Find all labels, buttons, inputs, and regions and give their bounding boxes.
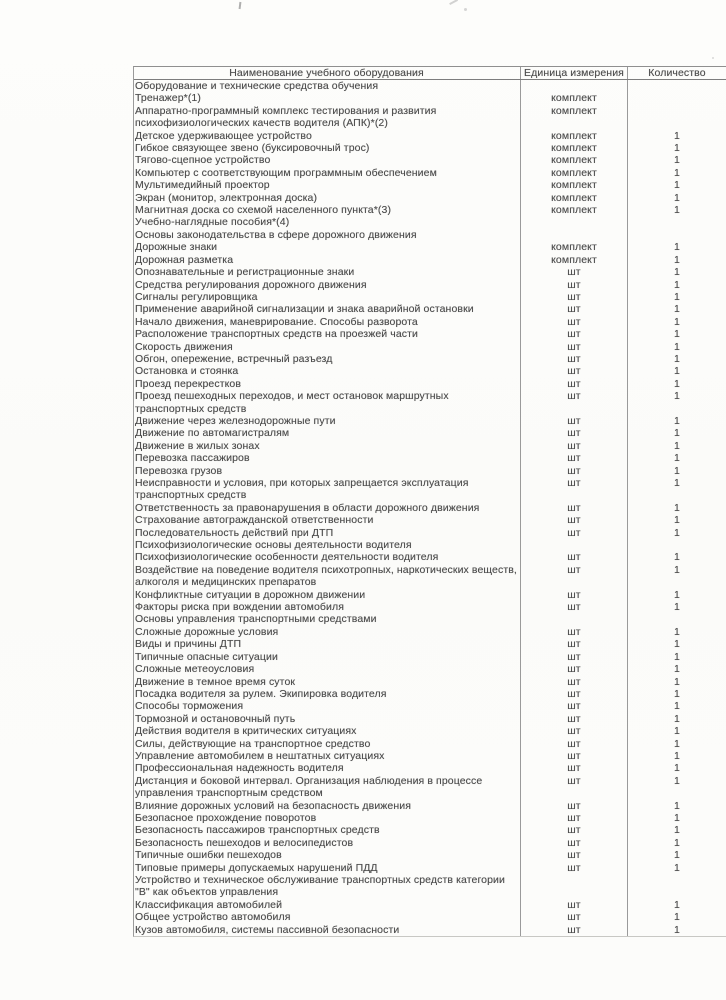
cell-name: Сигналы регулировщика	[134, 291, 521, 303]
cell-qty: 1	[674, 663, 680, 676]
cell-unit: шт	[521, 353, 628, 365]
table-row	[134, 316, 726, 328]
table-row	[134, 241, 726, 253]
cell-qty: 1	[674, 166, 680, 179]
cell-name: Дорожные знаки	[134, 241, 521, 253]
cell-unit: шт	[521, 316, 628, 328]
cell-name: Неисправности и условия, при которых запрещается эксплуатация транспортных средств	[134, 477, 521, 502]
cell-unit: шт	[521, 899, 628, 911]
table-row	[134, 750, 726, 762]
cell-qty: 1	[674, 377, 680, 390]
cell-name: Магнитная доска со схемой населенного пункта*(3)	[134, 204, 521, 216]
cell-name: Основы законодательства в сфере дорожного движения	[134, 229, 521, 241]
cell-unit: шт	[521, 924, 628, 936]
header-qty: Количество	[648, 67, 706, 79]
scan-artifact	[449, 0, 458, 5]
cell-qty: 1	[674, 923, 680, 936]
cell-name: Движение в темное время суток	[134, 676, 521, 688]
cell-qty: 1	[674, 836, 680, 849]
cell-qty: 1	[674, 328, 680, 341]
cell-name: Детское удерживающее устройство	[134, 130, 521, 142]
cell-name: Классификация автомобилей	[134, 899, 521, 911]
cell-qty	[628, 92, 726, 104]
cell-unit: шт	[521, 837, 628, 849]
cell-qty: 1	[674, 514, 680, 527]
table-row	[134, 924, 726, 936]
cell-qty: 1	[674, 650, 680, 663]
cell-name: Факторы риска при вождении автомобиля	[134, 601, 521, 613]
cell-qty	[628, 80, 726, 92]
cell-name: Расположение транспортных средств на проезжей части	[134, 328, 521, 340]
cell-name: Остановка и стоянка	[134, 365, 521, 377]
cell-qty: 1	[674, 749, 680, 762]
cell-name: Тягово-сцепное устройство	[134, 154, 521, 166]
table-row	[134, 440, 726, 452]
cell-qty: 1	[674, 638, 680, 651]
cell-name: Применение аварийной сигнализации и знака аварийной остановки	[134, 303, 521, 315]
cell-name: Компьютер с соответствующим программным обеспечением	[134, 167, 521, 179]
table-row	[134, 303, 726, 315]
cell-name: Гибкое связующее звено (буксировочный трос)	[134, 142, 521, 154]
table-row	[134, 651, 726, 663]
cell-qty: 1	[674, 625, 680, 638]
cell-name: Общее устройство автомобиля	[134, 911, 521, 923]
cell-unit: комплект	[521, 179, 628, 191]
cell-name: Ответственность за правонарушения в области дорожного движения	[134, 502, 521, 514]
table-row	[134, 465, 726, 477]
table-row	[134, 527, 726, 539]
table-row	[134, 291, 726, 303]
cell-unit	[521, 216, 628, 228]
table-row	[134, 849, 726, 861]
table-row	[134, 613, 726, 625]
cell-qty	[628, 539, 726, 551]
cell-unit	[521, 874, 628, 899]
cell-qty	[628, 105, 726, 130]
cell-qty: 1	[674, 849, 680, 862]
cell-unit: комплект	[521, 154, 628, 166]
cell-unit: комплект	[521, 192, 628, 204]
cell-unit: шт	[521, 502, 628, 514]
cell-unit: шт	[521, 291, 628, 303]
cell-unit: шт	[521, 849, 628, 861]
cell-unit: шт	[521, 527, 628, 539]
table-row	[134, 862, 726, 874]
cell-name: Последовательность действий при ДТП	[134, 527, 521, 539]
cell-qty: 1	[674, 898, 680, 911]
cell-unit	[521, 539, 628, 551]
table-row	[134, 254, 726, 266]
table-row	[134, 266, 726, 278]
table-row	[134, 911, 726, 923]
cell-unit: комплект	[521, 92, 628, 104]
table-row	[134, 477, 726, 502]
cell-qty: 1	[674, 477, 680, 489]
cell-qty: 1	[674, 154, 680, 167]
header-unit: Единица измерения	[521, 67, 628, 79]
cell-unit: шт	[521, 775, 628, 800]
table-row	[134, 452, 726, 464]
cell-qty: 1	[674, 241, 680, 254]
cell-name: Способы торможения	[134, 700, 521, 712]
cell-name: Управление автомобилем в нештатных ситуациях	[134, 750, 521, 762]
scan-artifact	[464, 8, 467, 11]
cell-name: Влияние дорожных условий на безопасность движения	[134, 800, 521, 812]
table-row	[134, 216, 726, 228]
cell-qty: 1	[674, 365, 680, 378]
cell-unit: шт	[521, 638, 628, 650]
table-row	[134, 328, 726, 340]
cell-name: Дистанция и боковой интервал. Организация наблюдения в процессе управления транспортным средством	[134, 775, 521, 800]
cell-name: Движение через железнодорожные пути	[134, 415, 521, 427]
cell-qty: 1	[674, 799, 680, 812]
cell-name: Перевозка грузов	[134, 465, 521, 477]
table-row	[134, 341, 726, 353]
cell-unit: комплект	[521, 105, 628, 130]
cell-qty: 1	[674, 501, 680, 514]
table-row	[134, 427, 726, 439]
cell-name: Устройство и техническое обслуживание транспортных средств категории "В" как объектов управления	[134, 874, 521, 899]
cell-unit: шт	[521, 725, 628, 737]
cell-unit	[521, 613, 628, 625]
cell-qty: 1	[674, 191, 680, 204]
cell-name: Перевозка пассажиров	[134, 452, 521, 464]
cell-name: Скорость движения	[134, 341, 521, 353]
table-row	[134, 415, 726, 427]
header-name: Наименование учебного оборудования	[134, 67, 521, 79]
table-row	[134, 800, 726, 812]
cell-qty	[628, 874, 726, 899]
cell-unit: шт	[521, 378, 628, 390]
cell-unit: шт	[521, 551, 628, 563]
table-row	[134, 713, 726, 725]
cell-qty	[628, 216, 726, 228]
table-row	[134, 192, 726, 204]
cell-name: Проезд пешеходных переходов, и мест остановок маршрутных транспортных средств	[134, 390, 521, 415]
cell-unit: шт	[521, 688, 628, 700]
cell-unit: шт	[521, 266, 628, 278]
cell-unit: шт	[521, 700, 628, 712]
cell-unit: комплект	[521, 142, 628, 154]
table-row	[134, 353, 726, 365]
cell-name: Типичные ошибки пешеходов	[134, 849, 521, 861]
cell-unit: шт	[521, 738, 628, 750]
cell-name: Сложные дорожные условия	[134, 626, 521, 638]
cell-unit: шт	[521, 341, 628, 353]
table-row	[134, 688, 726, 700]
scan-artifact	[712, 57, 714, 59]
table-row	[134, 824, 726, 836]
cell-unit: шт	[521, 651, 628, 663]
cell-name: Действия водителя в критических ситуациях	[134, 725, 521, 737]
cell-unit: шт	[521, 365, 628, 377]
cell-qty: 1	[674, 700, 680, 713]
cell-unit: шт	[521, 440, 628, 452]
table-row	[134, 899, 726, 911]
cell-name: Безопасное прохождение поворотов	[134, 812, 521, 824]
cell-qty: 1	[674, 129, 680, 142]
table-row	[134, 539, 726, 551]
scan-artifact	[239, 2, 242, 9]
cell-name: Тормозной и остановочный путь	[134, 713, 521, 725]
table-row	[134, 775, 726, 800]
table-header-row	[134, 67, 726, 80]
table-body	[134, 80, 726, 936]
table-row	[134, 130, 726, 142]
cell-unit: комплект	[521, 167, 628, 179]
cell-name: Страхование автогражданской ответственности	[134, 514, 521, 526]
cell-unit: комплект	[521, 241, 628, 253]
cell-unit: шт	[521, 415, 628, 427]
cell-name: Экран (монитор, электронная доска)	[134, 192, 521, 204]
table-row	[134, 204, 726, 216]
cell-name: Типовые примеры допускаемых нарушений ПДД	[134, 862, 521, 874]
cell-name: Воздействие на поведение водителя психотропных, наркотических веществ, алкоголя и медицинских препаратов	[134, 564, 521, 589]
cell-qty: 1	[674, 774, 680, 787]
cell-qty: 1	[674, 204, 680, 217]
cell-qty: 1	[674, 464, 680, 477]
cell-name: Безопасность пешеходов и велосипедистов	[134, 837, 521, 849]
table-row	[134, 390, 726, 415]
cell-unit: шт	[521, 713, 628, 725]
cell-name: Движение в жилых зонах	[134, 440, 521, 452]
cell-name: Опознавательные и регистрационные знаки	[134, 266, 521, 278]
cell-name: Мультимедийный проектор	[134, 179, 521, 191]
cell-qty: 1	[674, 588, 680, 601]
cell-name: Средства регулирования дорожного движения	[134, 279, 521, 291]
cell-unit: шт	[521, 477, 628, 502]
cell-unit: шт	[521, 824, 628, 836]
cell-name: Типичные опасные ситуации	[134, 651, 521, 663]
cell-unit: комплект	[521, 254, 628, 266]
cell-qty: 1	[674, 601, 680, 614]
cell-name: Психофизиологические основы деятельности водителя	[134, 539, 521, 551]
cell-name: Психофизиологические особенности деятельности водителя	[134, 551, 521, 563]
table-row	[134, 142, 726, 154]
cell-unit	[521, 229, 628, 241]
cell-qty: 1	[674, 725, 680, 738]
table-row	[134, 738, 726, 750]
cell-qty: 1	[674, 352, 680, 365]
cell-qty: 1	[674, 390, 680, 403]
cell-unit: шт	[521, 601, 628, 613]
cell-name: Тренажер*(1)	[134, 92, 521, 104]
table-row	[134, 837, 726, 849]
cell-name: Безопасность пассажиров транспортных средств	[134, 824, 521, 836]
cell-unit: шт	[521, 626, 628, 638]
cell-unit	[521, 80, 628, 92]
cell-name: Кузов автомобиля, системы пассивной безопасности	[134, 924, 521, 936]
cell-qty	[628, 613, 726, 625]
cell-name: Посадка водителя за рулем. Экипировка водителя	[134, 688, 521, 700]
table-row	[134, 762, 726, 774]
cell-unit: шт	[521, 390, 628, 415]
cell-unit: шт	[521, 564, 628, 589]
cell-qty: 1	[674, 712, 680, 725]
cell-qty: 1	[674, 340, 680, 353]
table-row	[134, 638, 726, 650]
cell-unit: шт	[521, 328, 628, 340]
table-row	[134, 812, 726, 824]
table-row	[134, 502, 726, 514]
cell-unit: шт	[521, 800, 628, 812]
cell-unit: шт	[521, 750, 628, 762]
cell-name: Начало движения, маневрирование. Способы разворота	[134, 316, 521, 328]
cell-unit: комплект	[521, 204, 628, 216]
cell-unit: шт	[521, 862, 628, 874]
table-row	[134, 154, 726, 166]
table-row	[134, 700, 726, 712]
cell-unit: шт	[521, 812, 628, 824]
cell-qty: 1	[674, 861, 680, 874]
cell-unit: шт	[521, 279, 628, 291]
cell-name: Проезд перекрестков	[134, 378, 521, 390]
cell-qty: 1	[674, 439, 680, 452]
cell-qty: 1	[674, 278, 680, 291]
cell-name: Движение по автомагистралям	[134, 427, 521, 439]
cell-qty: 1	[674, 737, 680, 750]
table-row	[134, 378, 726, 390]
cell-unit: комплект	[521, 130, 628, 142]
cell-name: Оборудование и технические средства обучения	[134, 80, 521, 92]
cell-name: Профессиональная надежность водителя	[134, 762, 521, 774]
table-row	[134, 589, 726, 601]
cell-qty: 1	[674, 303, 680, 316]
cell-qty: 1	[674, 563, 680, 576]
cell-qty: 1	[674, 142, 680, 155]
cell-name: Силы, действующие на транспортное средство	[134, 738, 521, 750]
cell-name: Аппаратно-программный комплекс тестирования и развития психофизиологических качеств водителя (АПК)*(2)	[134, 105, 521, 130]
cell-qty: 1	[674, 762, 680, 775]
cell-qty: 1	[674, 452, 680, 465]
cell-qty: 1	[674, 290, 680, 303]
cell-unit: шт	[521, 663, 628, 675]
cell-qty: 1	[674, 253, 680, 266]
cell-unit: шт	[521, 303, 628, 315]
cell-name: Обгон, опережение, встречный разъезд	[134, 353, 521, 365]
table-row	[134, 601, 726, 613]
cell-unit: шт	[521, 911, 628, 923]
cell-qty: 1	[674, 414, 680, 427]
cell-qty	[628, 229, 726, 241]
cell-qty: 1	[674, 551, 680, 564]
cell-name: Сложные метеоусловия	[134, 663, 521, 675]
table-row	[134, 663, 726, 675]
cell-qty: 1	[674, 811, 680, 824]
cell-qty: 1	[674, 687, 680, 700]
cell-name: Учебно-наглядные пособия*(4)	[134, 216, 521, 228]
cell-qty: 1	[674, 266, 680, 279]
table-row	[134, 92, 726, 104]
cell-qty: 1	[674, 315, 680, 328]
cell-name: Конфликтные ситуации в дорожном движении	[134, 589, 521, 601]
table-row	[134, 105, 726, 130]
cell-unit: шт	[521, 427, 628, 439]
cell-name: Дорожная разметка	[134, 254, 521, 266]
cell-qty: 1	[674, 179, 680, 192]
table-row	[134, 365, 726, 377]
cell-name: Виды и причины ДТП	[134, 638, 521, 650]
cell-unit: шт	[521, 514, 628, 526]
table-row	[134, 725, 726, 737]
cell-qty: 1	[674, 427, 680, 440]
table-row	[134, 179, 726, 191]
cell-name: Основы управления транспортными средствами	[134, 613, 521, 625]
cell-unit: шт	[521, 589, 628, 601]
table-row	[134, 80, 726, 92]
table-row	[134, 626, 726, 638]
cell-unit: шт	[521, 676, 628, 688]
table-row	[134, 514, 726, 526]
table-row	[134, 279, 726, 291]
cell-qty: 1	[674, 824, 680, 837]
cell-unit: шт	[521, 762, 628, 774]
equipment-table	[133, 66, 726, 937]
cell-unit: шт	[521, 465, 628, 477]
table-row	[134, 551, 726, 563]
cell-qty: 1	[674, 911, 680, 924]
cell-unit: шт	[521, 452, 628, 464]
table-row	[134, 676, 726, 688]
table-row	[134, 229, 726, 241]
table-row	[134, 167, 726, 179]
table-row	[134, 564, 726, 589]
table-row	[134, 874, 726, 899]
cell-qty: 1	[674, 675, 680, 688]
cell-qty: 1	[674, 526, 680, 539]
